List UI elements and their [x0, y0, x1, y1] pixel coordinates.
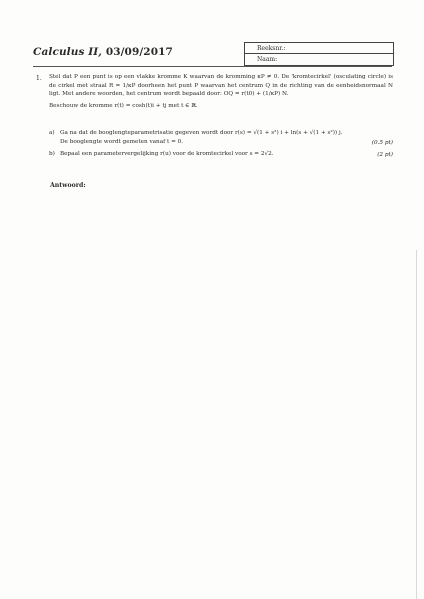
- header-divider: [33, 66, 392, 67]
- reeksnr-label: Reeksnr.:: [257, 45, 286, 52]
- question-body: [49, 73, 393, 110]
- naam-label: Naam:: [257, 56, 278, 63]
- page-title: [33, 46, 173, 58]
- naam-field[interactable]: [245, 54, 393, 65]
- subquestion-b-label: b): [49, 151, 55, 157]
- exam-date: 03/09/2017: [105, 46, 173, 58]
- question-curve: Beschouw de kromme r(t) = cosh(t)i + tj met t ∈ ℝ.: [49, 102, 198, 109]
- course-name: Calculus II,: [33, 46, 103, 58]
- answer-label: Antwoord:: [50, 182, 86, 189]
- subquestion-a-note: De booglengte wordt gemeten vanaf t = 0.: [60, 139, 184, 145]
- student-info-box: [244, 42, 394, 66]
- reeksnr-field[interactable]: [245, 43, 393, 54]
- question-number: 1.: [36, 75, 42, 82]
- question-intro: Stel dat P een punt is op een vlakke kromme K waarvan de kromming κP ≠ 0. De 'kromtecirkel' (osculating circle) is de cirkel met straal R = 1/κP doorheen het punt P waarvan het centrum Q in de richting van de eenheidsnormaal N ligt. Met andere woorden, het centrum wordt bepaald door: OQ = r(t0) + (1/κP) N.: [49, 74, 393, 97]
- subquestion-a-text: Ga na dat de booglengteparametrisatie gegeven wordt door r(s) = √(1 + s²) i + ln(s + √(1 + s²)) j.: [60, 130, 343, 136]
- subquestion-b-points: (2 pt): [377, 152, 393, 158]
- subquestion-a-points: (0.5 pt): [371, 140, 393, 146]
- subquestion-b-text: Bepaal een parametervergelijking r(u) voor de kromtecirkel voor s = 2√2.: [60, 151, 274, 157]
- subquestion-a-label: a): [49, 130, 55, 136]
- scan-edge-line: [416, 250, 417, 599]
